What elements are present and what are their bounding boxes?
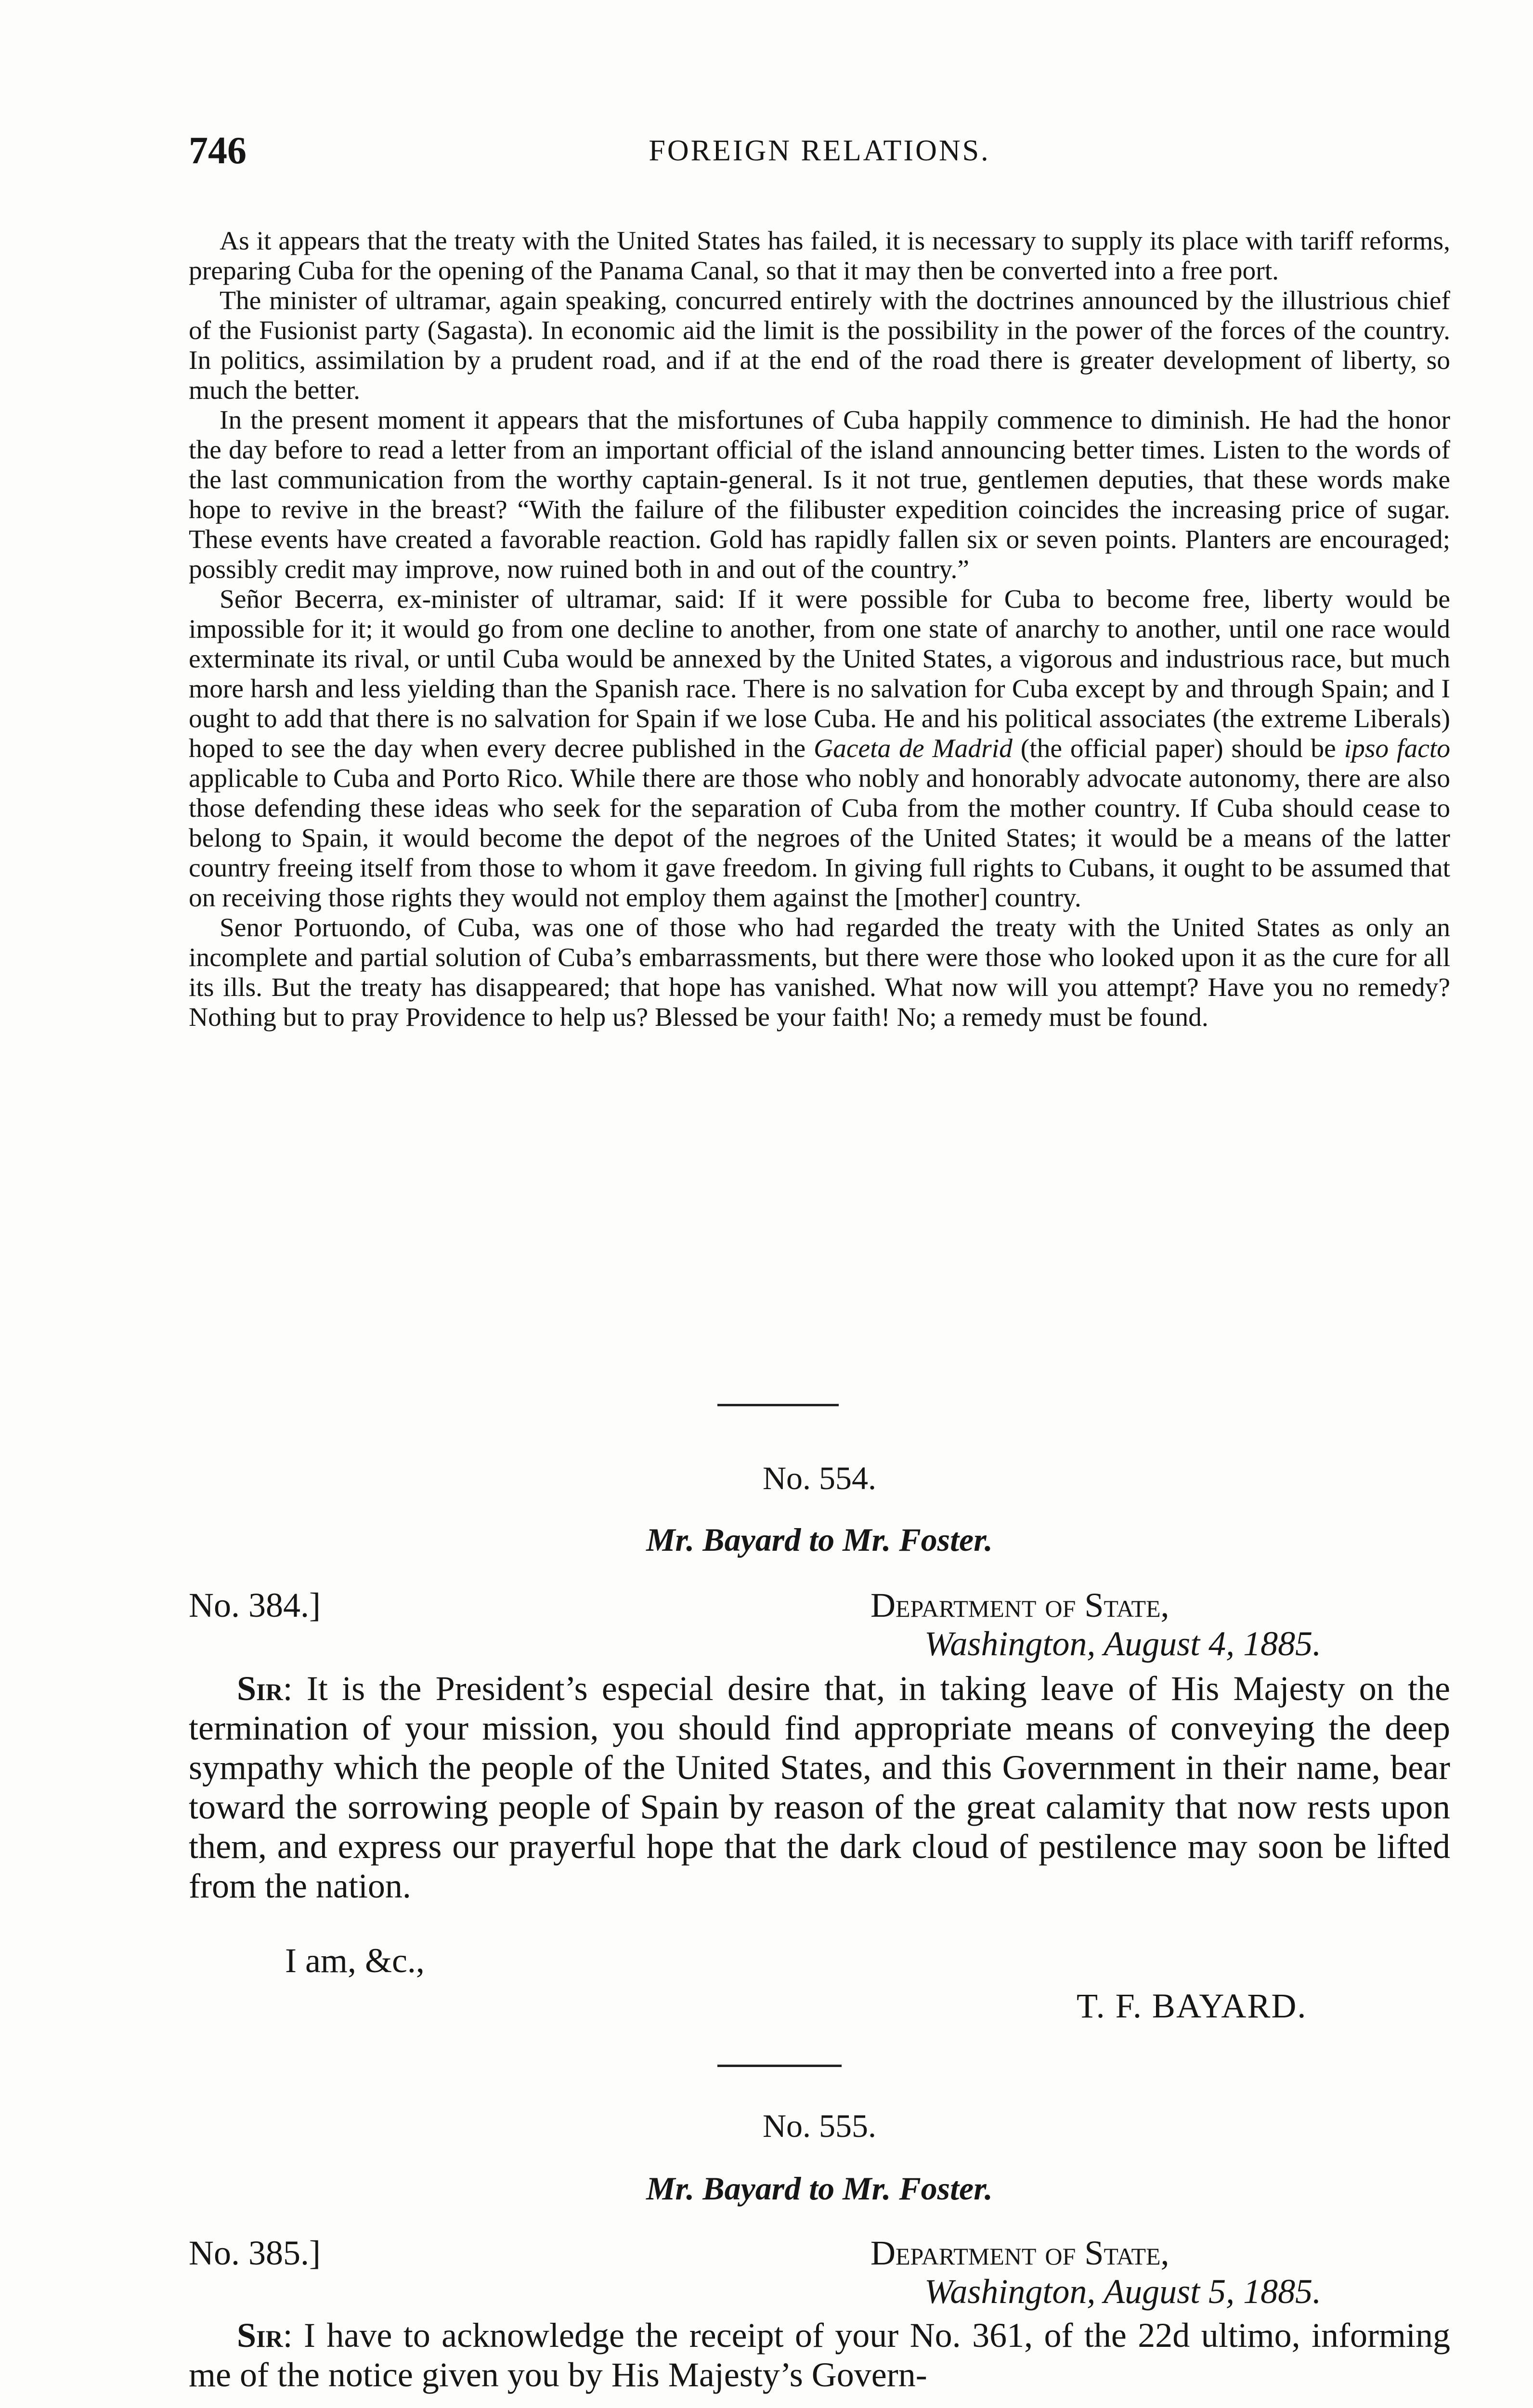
becerra-mid: (the official paper) should be xyxy=(1012,734,1344,763)
page-header xyxy=(189,129,1450,187)
doc-554-department: Department of State, xyxy=(870,1586,1169,1624)
becerra-lead: Señor Becerra, ex-minister of ultramar, said: If it were possible for Cuba to become free, liberty would be impossible for it; it would go from one decline to another, from one state of anarchy to another, until one race would exterminate its rival, or until Cuba would be annexed by the United States, a vigorous and industrious race, but much more harsh and less yielding than the Spanish race. There is no salvation for Cuba except by and through Spain; and I ought to add that there is no salvation for Spain if we lose Cuba. He and his political associates (the extreme Liberals) hoped to see the day when every decree published in the xyxy=(189,585,1450,763)
doc-555-ref: No. 385.] xyxy=(189,2234,321,2272)
paragraph-treaty: As it appears that the treaty with the United States has failed, it is necessary to supply its place with tariff reforms, preparing Cuba for the opening of the Panama Canal, so that it may then be converted into a free port. xyxy=(189,226,1450,286)
doc-554-closing: I am, &c., xyxy=(285,1941,425,1980)
doc-555-body xyxy=(189,2316,1450,2395)
doc-555-department: Department of State, xyxy=(870,2234,1169,2272)
section-divider xyxy=(717,1404,839,1406)
doc-554-date: Washington, August 4, 1885. xyxy=(924,1624,1322,1663)
doc-555-number: No. 555. xyxy=(762,2107,877,2144)
becerra-rest: applicable to Cuba and Porto Rico. While there are those who nobly and honorably advocate autonomy, there are also those defending these ideas who seek for the separation of Cuba from the mother country. If Cuba should cease to belong to Spain, it would become the depot of the negroes of the United States; it would be a means of the latter country freeing itself from those to whom it gave freedom. In giving full rights to Cubans, it ought to be assumed that on receiving those rights they would not employ them against the [mother] country. xyxy=(189,764,1450,913)
gaceta-italic: Gaceta de Madrid xyxy=(814,734,1013,763)
speech-summary xyxy=(189,226,1450,1033)
page-number: 746 xyxy=(189,130,247,172)
paragraph-minister: The minister of ultramar, again speaking, concurred entirely with the doctrines announced by the illustrious chief of the Fusionist party (Sagasta). In economic aid the limit is the possibility in the power of the forces of the country. In politics, assimilation by a prudent road, and if at the end of the road there is greater development of liberty, so much the better. xyxy=(189,286,1450,405)
running-head: FOREIGN RELATIONS. xyxy=(649,134,990,167)
doc-554-signature: T. F. BAYARD. xyxy=(1077,1987,1307,2025)
section-divider-2 xyxy=(717,2065,842,2067)
doc-555-salutation: Sir xyxy=(237,2316,283,2355)
ipso-facto-italic: ipso facto xyxy=(1344,734,1450,763)
paragraph-present-moment: In the present moment it appears that the misfortunes of Cuba happily commence to diminish. He had the honor the day before to read a letter from an important official of the island announcing better times. Listen to the words of the last communication from the worthy captain-general. Is it not true, gentlemen deputies, that these words make hope to revive in the breast? “With the failure of the filibuster expedition coincides the increasing price of sugar. These events have created a favorable reaction. Gold has rapidly fallen six or seven points. Planters are encouraged; possibly credit may improve, now ruined both in and out of the country.” xyxy=(189,406,1450,584)
doc-555-date: Washington, August 5, 1885. xyxy=(924,2272,1322,2311)
paragraph-portuondo: Senor Portuondo, of Cuba, was one of those who had regarded the treaty with the United States as only an incomplete and partial solution of Cuba’s embarrassments, but there were those who looked upon it as the cure for all its ills. But the treaty has disappeared; that hope has vanished. What now will you attempt? Have you no remedy? Nothing but to pray Providence to help us? Blessed be your faith! No; a remedy must be found. xyxy=(189,913,1450,1032)
paragraph-becerra xyxy=(189,585,1450,913)
doc-554-text: : It is the President’s especial desire that, in taking leave of His Majesty on the termination of your mission, you should find appropriate means of conveying the deep sympathy which the people of the United States, and this Government in their name, bear toward the sorrowing people of Spain by reason of the great calamity that now rests upon them, and express our prayerful hope that the dark cloud of pestilence may soon be lifted from the nation. xyxy=(189,1669,1450,1905)
doc-555-text: : I have to acknowledge the receipt of your No. 361, of the 22d ultimo, informing me of the notice given you by His Majesty’s Govern- xyxy=(189,2316,1450,2394)
doc-554-salutation: Sir xyxy=(237,1669,283,1708)
doc-554-title: Mr. Bayard to Mr. Foster. xyxy=(646,1521,993,1558)
doc-554-number: No. 554. xyxy=(762,1460,877,1496)
doc-554-body xyxy=(189,1669,1450,1906)
doc-555-title: Mr. Bayard to Mr. Foster. xyxy=(646,2170,993,2207)
doc-554-ref: No. 384.] xyxy=(189,1586,321,1624)
